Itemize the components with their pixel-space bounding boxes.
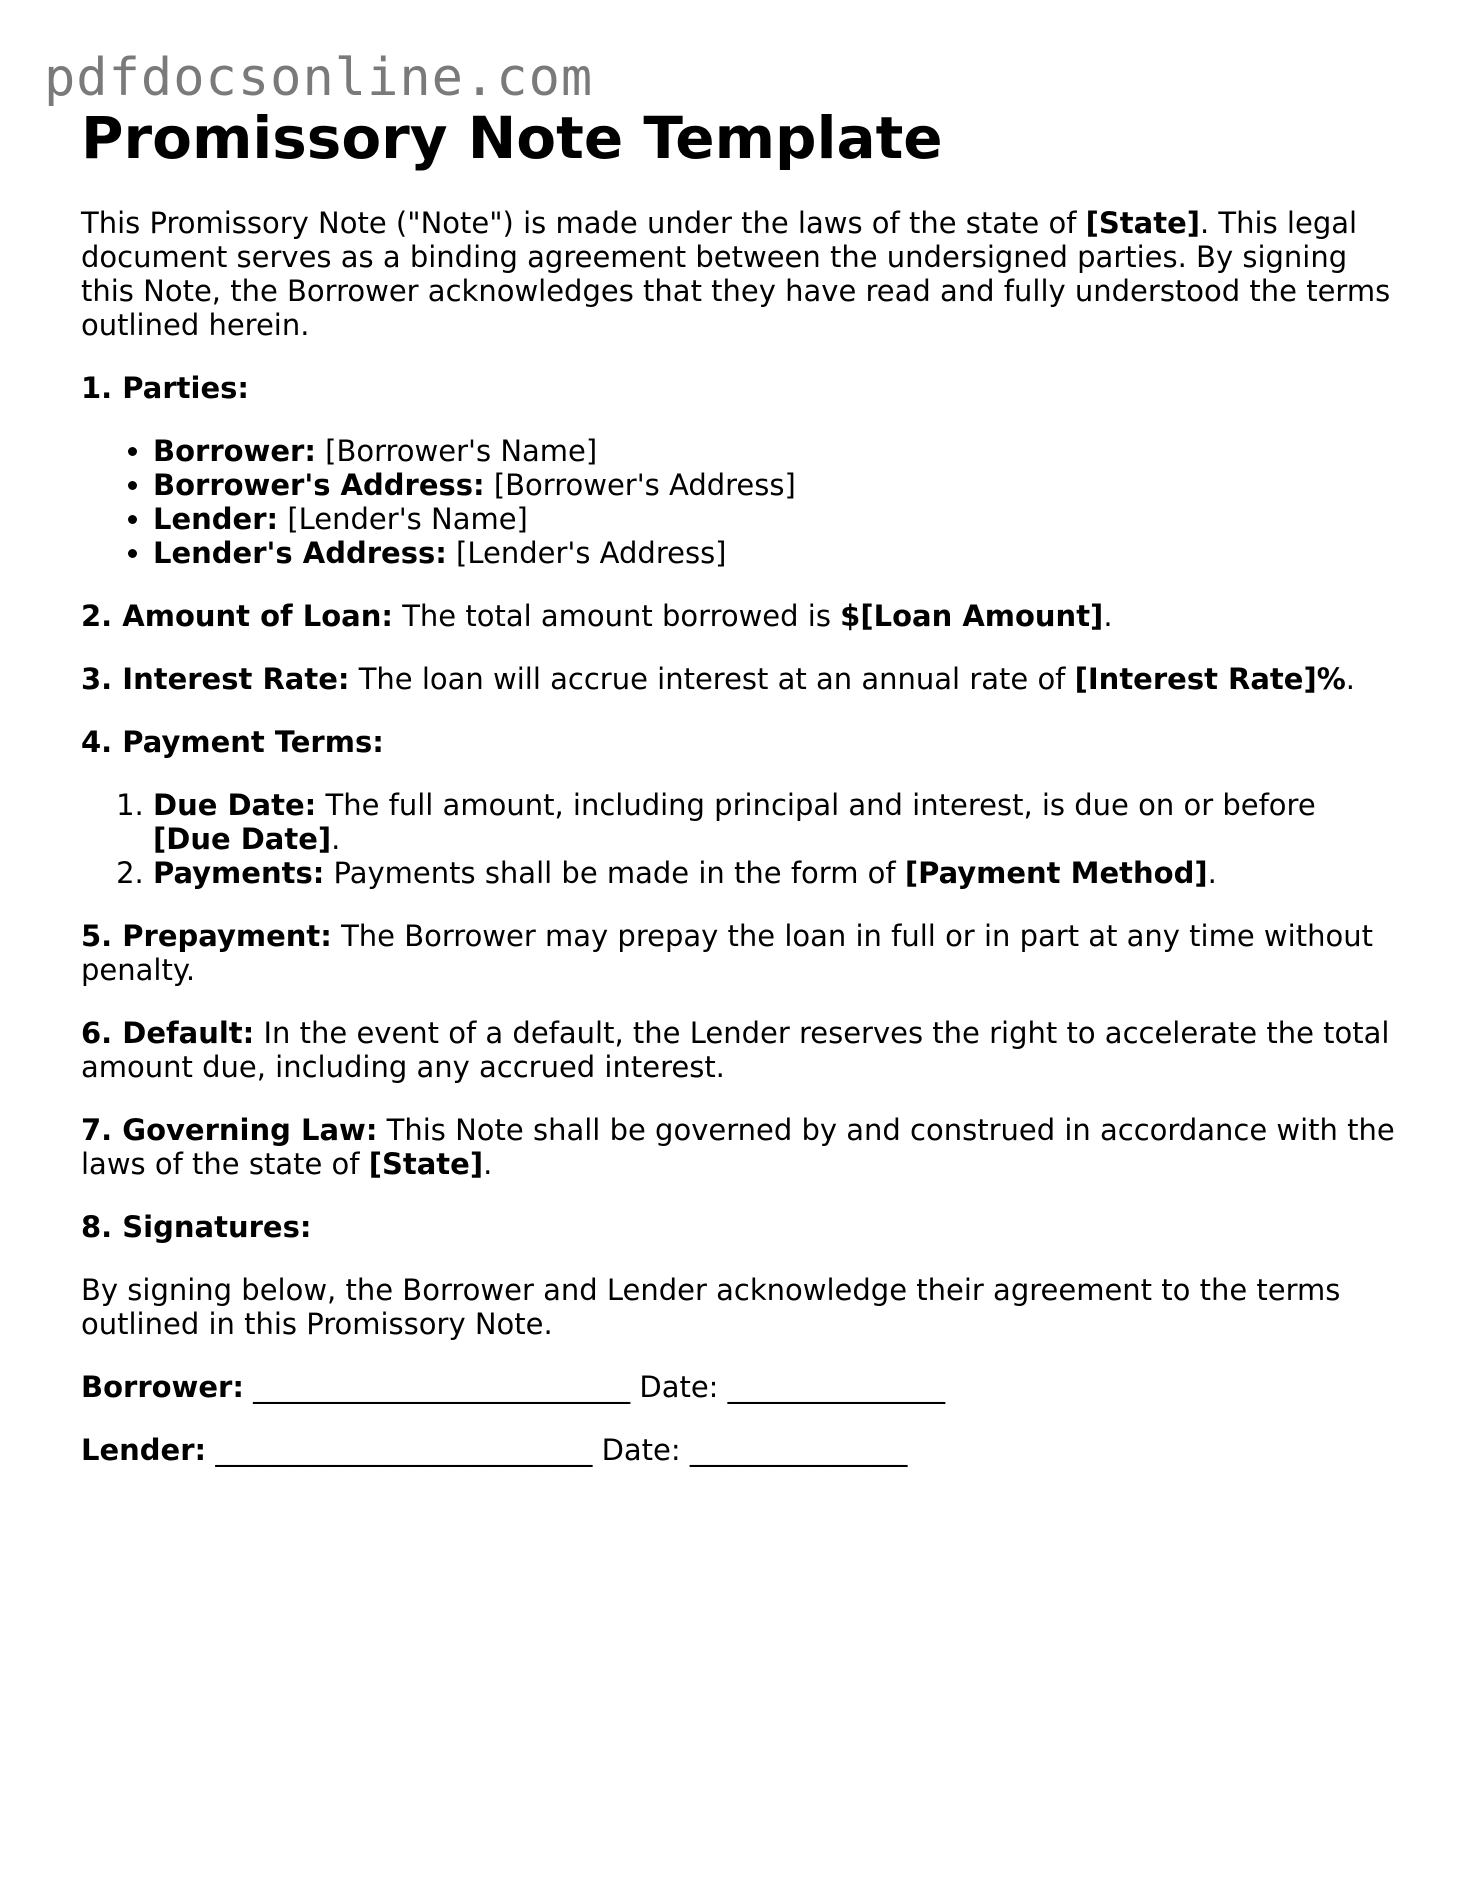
signatures-text: By signing below, the Borrower and Lender acknowledge their agreement to the terms outlined in this Promissory Note. xyxy=(81,1273,1341,1341)
list-item: 2. Payments: Payments shall be made in the form of [Payment Method]. xyxy=(153,856,1401,890)
list-item: • Lender's Address: [Lender's Address] xyxy=(153,536,1401,570)
prepayment-section: 5. Prepayment: The Borrower may prepay the loan in full or in part at any time without penalty. xyxy=(81,919,1373,987)
list-item: • Borrower's Address: [Borrower's Address] xyxy=(153,468,1401,502)
parties-heading: 1. Parties: xyxy=(81,371,249,405)
payment-terms-list xyxy=(81,788,1401,890)
list-item: • Borrower: [Borrower's Name] xyxy=(153,434,1401,468)
signatures-heading: 8. Signatures: xyxy=(81,1210,312,1244)
watermark: pdfdocsonline.com xyxy=(44,48,594,108)
lender-signature-line[interactable]: Lender: __________________________ Date: _______________ xyxy=(81,1433,908,1467)
amount-of-loan-section: 2. Amount of Loan: The total amount borrowed is $[Loan Amount]. xyxy=(81,599,1113,633)
default-section: 6. Default: In the event of a default, the Lender reserves the right to accelerate the total amount due, including any accrued interest. xyxy=(81,1016,1390,1084)
interest-rate-section: 3. Interest Rate: The loan will accrue interest at an annual rate of [Interest Rate]%. xyxy=(81,662,1355,696)
page-title: Promissory Note Template xyxy=(81,104,943,172)
intro-paragraph: This Promissory Note ("Note") is made under the laws of the state of [State]. This legal document serves as a binding agreement between the undersigned parties. By signing this Note, the Borrower acknowledges that they have read and fully understood the terms outlined herein. xyxy=(81,206,1391,342)
parties-list xyxy=(81,434,1401,570)
list-item: • Lender: [Lender's Name] xyxy=(153,502,1401,536)
list-item: 1. Due Date: The full amount, including principal and interest, is due on or before [Due Date]. xyxy=(153,788,1401,856)
intro-state-placeholder: [State] xyxy=(1085,206,1200,240)
document-body xyxy=(81,100,1401,1467)
payment-terms-heading: 4. Payment Terms: xyxy=(81,725,384,759)
borrower-signature-line[interactable]: Borrower: __________________________ Date: _______________ xyxy=(81,1370,946,1404)
governing-law-section: 7. Governing Law: This Note shall be governed by and construed in accordance with the laws of the state of [State]. xyxy=(81,1113,1395,1181)
